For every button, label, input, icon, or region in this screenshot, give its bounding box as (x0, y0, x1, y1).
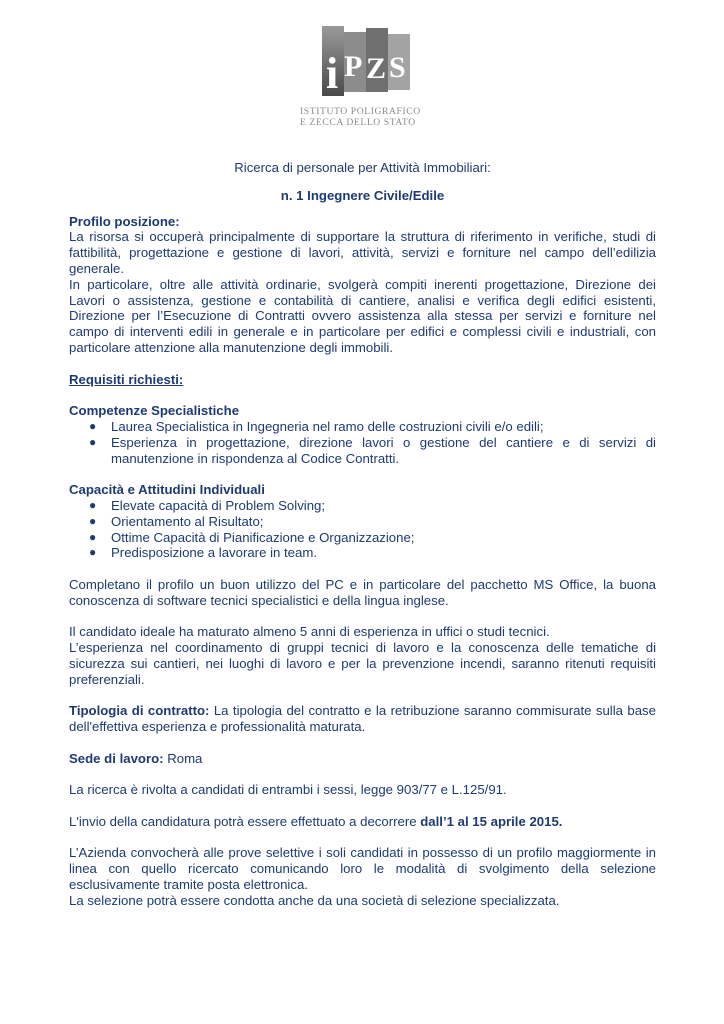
sede-label: Sede di lavoro: (69, 750, 164, 766)
bullet-icon: ● (89, 434, 97, 449)
profilo-paragraph-1: La risorsa si occuperà principalmente di supportare la struttura di riferimento in verifiche, studi di fattibilità, progettazione e gestione di lavori, attività, servizi e forniture nel campo dell’edilizia generale. (69, 229, 656, 276)
azienda-paragraph-2: La selezione potrà essere condotta anche da una società di selezione specializzata. (69, 892, 560, 908)
list-item: ● Predisposizione a lavorare in team. (89, 545, 317, 561)
sede-text: Roma (163, 750, 203, 766)
capacita-list (69, 498, 656, 561)
logo-caption-line2: E ZECCA DELLO STATO (300, 117, 416, 128)
bullet-icon: ● (89, 545, 97, 560)
competenze-title: Competenze Specialistiche (69, 403, 240, 419)
azienda-paragraph-1: L’Azienda convocherà alle prove selettive i soli candidati in possesso di un profilo maggiormente in linea con quello ricercato comunicando loro le modalità di svolgimento della selezione esclusivamente tramite posta elettronica. (69, 845, 656, 893)
logo-letter-z: Z (366, 52, 387, 85)
invio-paragraph (69, 814, 656, 830)
profilo-paragraph-2: In particolare, oltre alle attività ordinarie, svolgerà compiti inerenti progettazione, Direzione dei Lavori o assistenza, gestione e contabilità di cantiere, analisi e verifica degli edifici esistenti, Direzione per l’Esecuzione di Contratti ovvero assistenza alla stessa per servizi e forniture nel campo di interventi edili in generale e in particolare per edifici e complessi civili e industriali, con particolare attenzione alla manutenzione degli immobili. (69, 276, 656, 355)
ipzs-logo (292, 22, 432, 134)
sede-paragraph (69, 751, 656, 767)
tipologia-paragraph (69, 703, 656, 735)
competenze-list (69, 419, 656, 466)
logo-letter-s: S (389, 51, 406, 84)
profilo-title: Profilo posizione: (69, 213, 180, 229)
ricerca-rivolta-paragraph: La ricerca è rivolta a candidati di entrambi i sessi, legge 903/77 e L.125/91. (69, 782, 507, 798)
list-item: ● Ottime Capacità di Pianificazione e Organizzazione; (89, 529, 415, 545)
bullet-icon: ● (89, 513, 97, 528)
completano-paragraph: Completano il profilo un buon utilizzo del PC e in particolare del pacchetto MS Office, la buona conoscenza di software tecnici specialistici e della lingua inglese. (69, 576, 656, 608)
list-item: ● Orientamento al Risultato; (89, 513, 264, 529)
candidato-paragraph-2: L’esperienza nel coordinamento di gruppi tecnici di lavoro e la conoscenza delle tematiche di sicurezza sui cantieri, nei luoghi di lavoro e per la prevenzione incendi, saranno ritenuti requisiti preferenziali. (69, 640, 656, 687)
tipologia-label: Tipologia di contratto: (69, 703, 210, 719)
ipzs-logo-mark (292, 22, 432, 106)
requisiti-title: Requisiti richiesti: (69, 371, 184, 387)
invio-dates: dall’1 al 15 aprile 2015. (420, 813, 563, 829)
logo-letter-i: i (326, 49, 339, 98)
invio-text: L'invio della candidatura potrà essere effettuato a decorrere (69, 813, 421, 829)
capacita-title: Capacità e Attitudini Individuali (69, 482, 265, 498)
logo-letter-p: P (344, 50, 363, 83)
document-heading: Ricerca di personale per Attività Immobiliari: (234, 160, 491, 175)
logo-caption (292, 106, 432, 128)
bullet-icon: ● (89, 497, 97, 512)
bullet-icon: ● (89, 418, 97, 433)
list-item: ● Elevate capacità di Problem Solving; (89, 497, 326, 513)
candidato-paragraph-1: Il candidato ideale ha maturato almeno 5 anni di esperienza in uffici o studi tecnici. (69, 624, 550, 640)
document-subheading: n. 1 Ingegnere Civile/Edile (280, 187, 445, 203)
list-item: ● Laurea Specialistica in Ingegneria nel ramo delle costruzioni civili e/o edili; (89, 418, 544, 434)
tipologia-text: La tipologia del contratto e la retribuzione saranno commisurate sulla base dell'effettiva esperienza e professionalità maturata. (69, 703, 656, 735)
document-body (69, 160, 656, 909)
logo-caption-line1: ISTITUTO POLIGRAFICO (300, 106, 421, 117)
bullet-icon: ● (89, 529, 97, 544)
list-item: ● Esperienza in progettazione, direzione lavori o gestione del cantiere e di servizi di manutenzione in rispondenza al Codice Contratti. (89, 434, 656, 466)
